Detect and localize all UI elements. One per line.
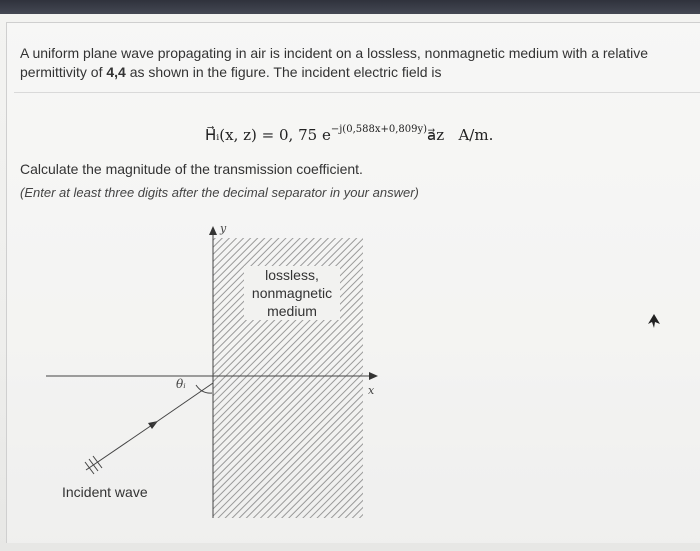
- medium-label-line-1: lossless,: [265, 267, 319, 283]
- medium-label-line-2: nonmagnetic: [251, 285, 333, 301]
- permittivity-value: 4,4: [106, 64, 126, 80]
- x-axis-arrow: [369, 372, 378, 380]
- equation-unit: A/m.: [458, 126, 494, 144]
- answer-hint: (Enter at least three digits after the decimal separator in your answer): [20, 185, 419, 200]
- incident-wave-label: Incident wave: [62, 484, 148, 500]
- question-intro-b: permittivity of: [20, 64, 107, 80]
- equation-exponent: −j(0,588x+0,809y): [330, 124, 428, 135]
- calculate-instruction: Calculate the magnitude of the transmission coefficient.: [20, 161, 363, 177]
- question-intro-a: A uniform plane wave propagating in air is incident on a lossless, nonmagnetic medium with a relative: [20, 45, 649, 61]
- equation-vector: a⃗z: [427, 126, 445, 144]
- angle-label: θᵢ: [176, 377, 186, 391]
- medium-label-line-3: medium: [267, 303, 317, 319]
- medium-label: [244, 266, 340, 320]
- question-intro-c: as shown in the figure. The incident electric field is: [125, 64, 442, 80]
- y-axis-label: y: [220, 222, 227, 235]
- equation-lhs: H⃗ᵢ(x, z) = 0, 75 e: [205, 126, 331, 144]
- incident-ray: [86, 425, 152, 470]
- mouse-cursor-icon: [647, 313, 661, 329]
- y-axis-arrow: [209, 226, 217, 235]
- x-axis-label: x: [368, 384, 375, 397]
